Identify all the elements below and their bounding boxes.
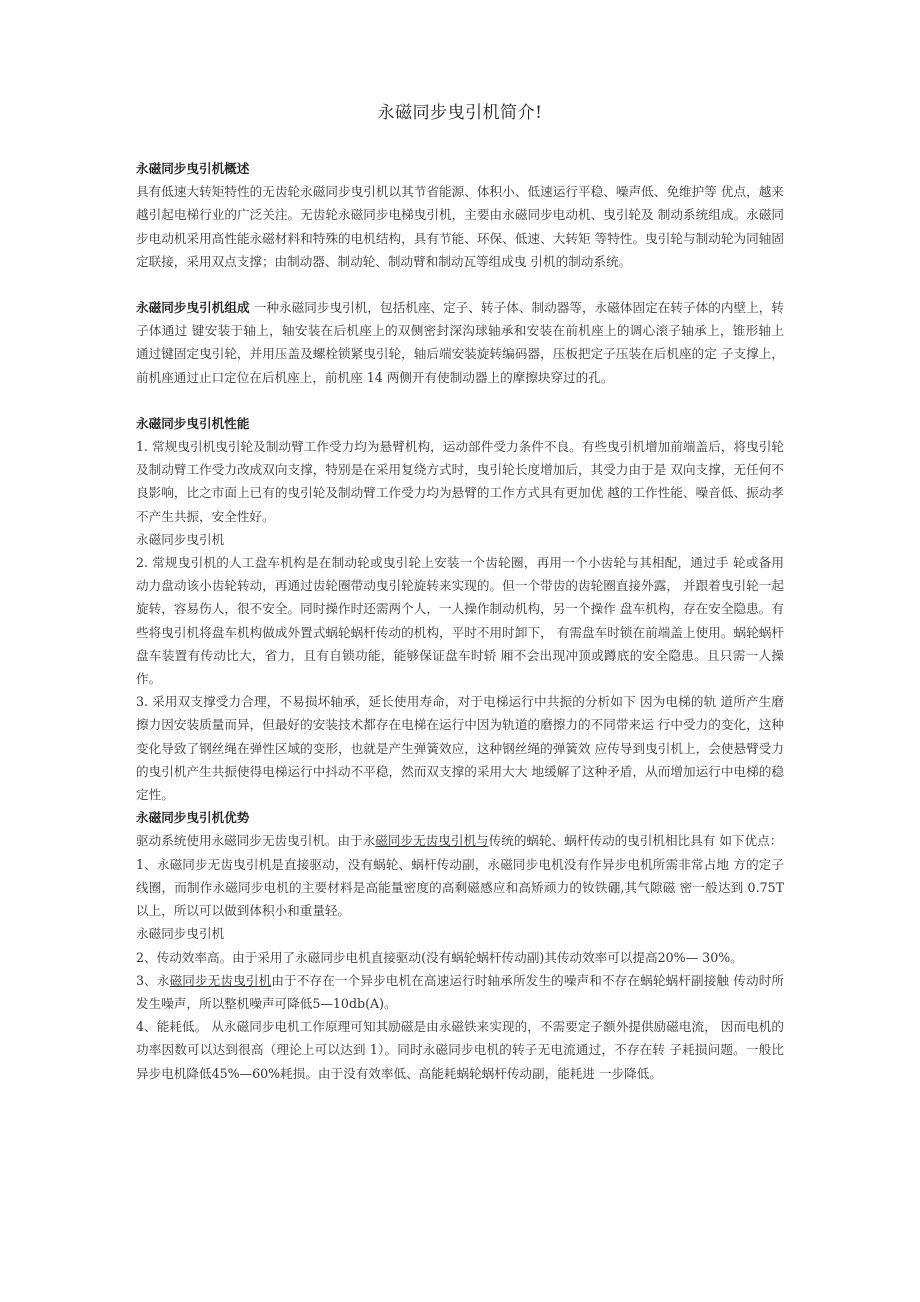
advantages-item-1: 1、永磁同步无齿曳引机是直接驱动，没有蜗轮、蜗杆传动副，永磁同步电机没有作异步电机所需非常占地 方的定子线圈，而制作永磁同步电机的主要材料是高能量密度的高剩磁感应和高矫顽力的钕铁硼,其气隙磁 密一般达到 0.75T 以上，所以可以做到体积小和重量轻。 — [136, 856, 784, 919]
section-advantages — [136, 806, 784, 1084]
advantages-item-4: 4、能耗低。 从永磁同步电机工作原理可知其励磁是由永磁铁来实现的，不需要定子额外提供励磁电流， 因而电机的功率因数可以达到很高（理论上可以达到 1）。同时永磁同步电机的转子无电流通过，不存在转 子耗损问题。一般比异步电机降低45%—60%耗损。由于没有效率低、高能耗蜗轮蜗杆传动副，能耗进 一步降低。 — [136, 1019, 784, 1081]
section-composition-heading: 永磁同步曳引机组成 — [136, 300, 250, 316]
section-overview — [136, 157, 784, 273]
advantages-item-2: 2、传动效率高。由于采用了永磁同步电机直接驱动(没有蜗轮蜗杆传动副)其传动效率可以提高20%— 30%。 — [136, 949, 743, 965]
advantages-intro: 驱动系统使用永磁同步无齿曳引机。由于永磁同步无齿曳引机与传统的蜗轮、蜗杆传动的曳引机相比具有 如下优点： — [136, 833, 783, 849]
section-advantages-heading: 永磁同步曳引机优势 — [136, 810, 250, 826]
performance-item-2: 2. 常规曳引机的人工盘车机构是在制动轮或曳引轮上安装一个齿轮圈，再用一个小齿轮与其相配，通过手 轮或备用动力盘动该小齿轮转动，再通过齿轮圈带动曳引轮旋转来实现的。但一个带齿的齿轮圈直接外露， 并跟着曳引轮一起旋转，容易伤人，很不安全。同时操作时还需两个人，一人操作制动机构，另一个操作 盘车机构，存在安全隐患。有些将曳引机将盘车机构做成外置式蜗轮蜗杆传动的机构，平时不用时卸下， 有需盘车时锁在前端盖上使用。蜗轮蜗杆盘车装置有传动比大，省力，且有自锁功能，能够保证盘车时轿 厢不会出现冲顶或蹲底的安全隐患。且只需一人操作。 — [136, 555, 784, 687]
advantages-item-3-link[interactable]: 磁同步无齿曳引机 — [169, 972, 272, 988]
section-composition — [136, 296, 784, 389]
section-overview-heading: 永磁同步曳引机概述 — [136, 161, 250, 176]
performance-item-1: 1. 常规曳引机曳引轮及制动臂工作受力均为悬臂机构，运动部件受力条件不良。有些曳引机增加前端盖后，将曳引轮及制动臂工作受力改成双向支撑，特别是在采用复绕方式时，曳引轮长度增加后，其受力由于是 双向支撑，无任何不良影响，比之市面上已有的曳引轮及制动臂工作受力均为悬臂的工作方式具有更加优 越的工作性能、噪音低、振动孝不产生共振，安全性好。 — [136, 439, 784, 524]
advantages-intro-link[interactable]: 磁同步无齿曳引机与 — [375, 833, 489, 849]
document-title: 永磁同步曳引机简介! — [377, 103, 543, 123]
performance-sublabel: 永磁同步曳引机 — [136, 531, 225, 547]
advantages-sublabel: 永磁同步曳引机 — [136, 926, 225, 942]
document-page — [136, 98, 784, 1085]
section-performance — [136, 412, 784, 806]
section-composition-body: 一种永磁同步曳引机，包括机座、定子、转子体、制动器等，永磁体固定在转子体的内壁上，转子体通过 键安装于轴上，轴安装在后机座上的双侧密封深沟球轴承和安装在前机座上的调心滚子轴承上，锥形轴上 通过键固定曳引轮，并用压盖及螺栓锁紧曳引轮，轴后端安装旋转编码器，压板把定子压装在后机座的定 子支撑上，前机座通过止口定位在后机座上，前机座 14 两侧开有使制动器上的摩擦块穿过的孔。 — [136, 300, 784, 385]
performance-item-3: 3. 采用双支撑受力合理，不易损坏轴承，延长使用寿命，对于电梯运行中共振的分析如下 因为电梯的轨 道所产生磨擦力因安装质量而异，但最好的安装技术都存在电梯在运行中因为轨道的磨擦力的不同带来运 行中受力的变化，这种变化导致了钢丝绳在弹性区域的变形，也就是产生弹簧效应，这种钢丝绳的弹簧效 应传导到曳引机上，会使悬臂受力的曳引机产生共振使得电梯运行中抖动不平稳，然而双支撑的采用大大 地缓解了这种矛盾，从而增加运行中电梯的稳定性。 — [136, 694, 784, 803]
advantages-item-3: 3、永磁同步无齿曳引机由于不存在一个异步电机在高速运行时轴承所发生的噪声和不存在蜗轮蜗杆副接触 传动时所发生噪声，所以整机噪声可降低5—10db(A)。 — [136, 972, 785, 1011]
section-overview-body: 具有低速大转矩特性的无齿轮永磁同步曳引机以其节省能源、体积小、低速运行平稳、噪声低、免维护等 优点，越来越引起电梯行业的广泛关注。无齿轮永磁同步电梯曳引机，主要由永磁同步电动机、曳引轮及 制动系统组成。永磁同步电动机采用高性能永磁材料和特殊的电机结构，具有节能、环保、低速、大转矩 等特性。曳引轮与制动轮为同轴固定联接，采用双点支撑；由制动器、制动轮、制动臂和制动瓦等组成曳 引机的制动系统。 — [136, 184, 784, 269]
section-performance-heading: 永磁同步曳引机性能 — [136, 415, 250, 431]
